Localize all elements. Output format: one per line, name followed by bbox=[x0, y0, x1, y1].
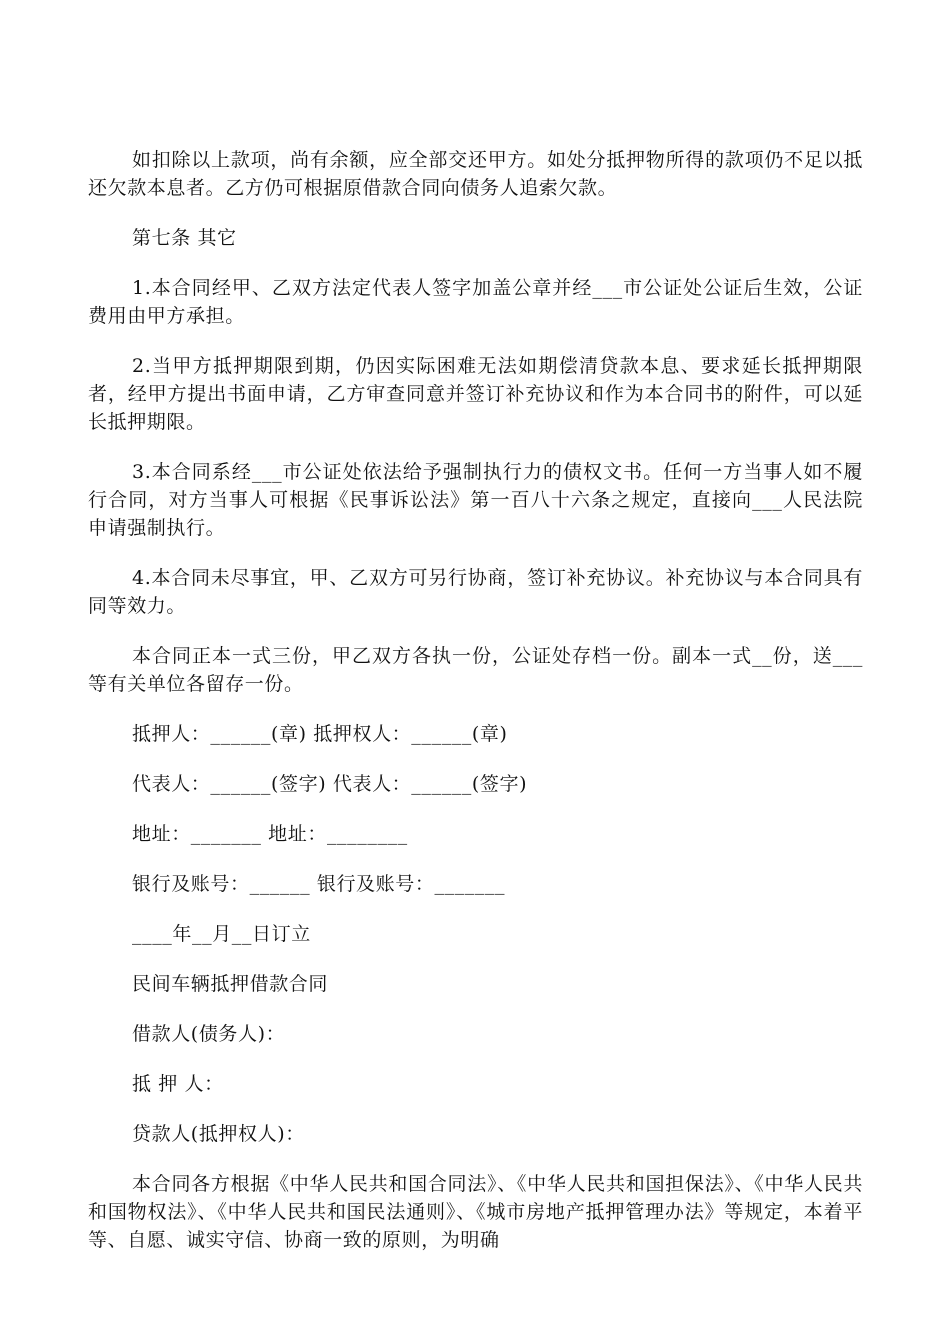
clause-2-extension: 2.当甲方抵押期限到期，仍因实际困难无法如期偿清贷款本息、要求延长抵押期限者，经甲方提出书面申请，乙方审查同意并签订补充协议和作为本合同书的附件，可以延长抵押期限。 bbox=[88, 355, 863, 433]
clause-1-notarization: 1.本合同经甲、乙双方法定代表人签字加盖公章并经___市公证处公证后生效，公证费用由甲方承担。 bbox=[88, 277, 863, 327]
signature-address-line: 地址：_______ 地址：________ bbox=[132, 823, 408, 845]
article-seven-heading: 第七条 其它 bbox=[132, 227, 237, 249]
second-contract-preamble: 本合同各方根据《中华人民共和国合同法》、《中华人民共和国担保法》、《中华人民共和国物权法》、《中华人民共和国民法通则》、《城市房地产抵押管理办法》等规定，本着平等、自愿、诚实守信、协商一致的原则，为明确 bbox=[88, 1173, 863, 1251]
second-contract-title: 民间车辆抵押借款合同 bbox=[132, 973, 329, 995]
paragraph-surplus-refund: 如扣除以上款项，尚有余额，应全部交还甲方。如处分抵押物所得的款项仍不足以抵还欠款本息者。乙方仍可根据原借款合同向债务人追索欠款。 bbox=[88, 149, 863, 199]
signature-representative-line: 代表人：______(签字) 代表人：______(签字) bbox=[132, 773, 528, 795]
mortgagor-label: 抵 押 人： bbox=[132, 1073, 224, 1095]
signature-mortgagor-line: 抵押人：______(章) 抵押权人：______(章) bbox=[132, 723, 508, 745]
copies-paragraph: 本合同正本一式三份，甲乙双方各执一份，公证处存档一份。副本一式__份，送___等有关单位各留存一份。 bbox=[88, 645, 863, 695]
borrower-label: 借款人(债务人)： bbox=[132, 1023, 286, 1045]
clause-4-supplement: 4.本合同未尽事宜，甲、乙双方可另行协商，签订补充协议。补充协议与本合同具有同等效力。 bbox=[88, 567, 863, 617]
lender-label: 贷款人(抵押权人)： bbox=[132, 1123, 305, 1145]
signature-bank-line: 银行及账号：______ 银行及账号：_______ bbox=[132, 873, 506, 895]
signing-date-line: ____年__月__日订立 bbox=[132, 923, 311, 945]
clause-3-enforcement: 3.本合同系经___市公证处依法给予强制执行力的债权文书。任何一方当事人如不履行合同，对方当事人可根据《民事诉讼法》第一百八十六条之规定，直接向___人民法院申请强制执行。 bbox=[88, 461, 863, 539]
document-page bbox=[88, 146, 863, 1276]
